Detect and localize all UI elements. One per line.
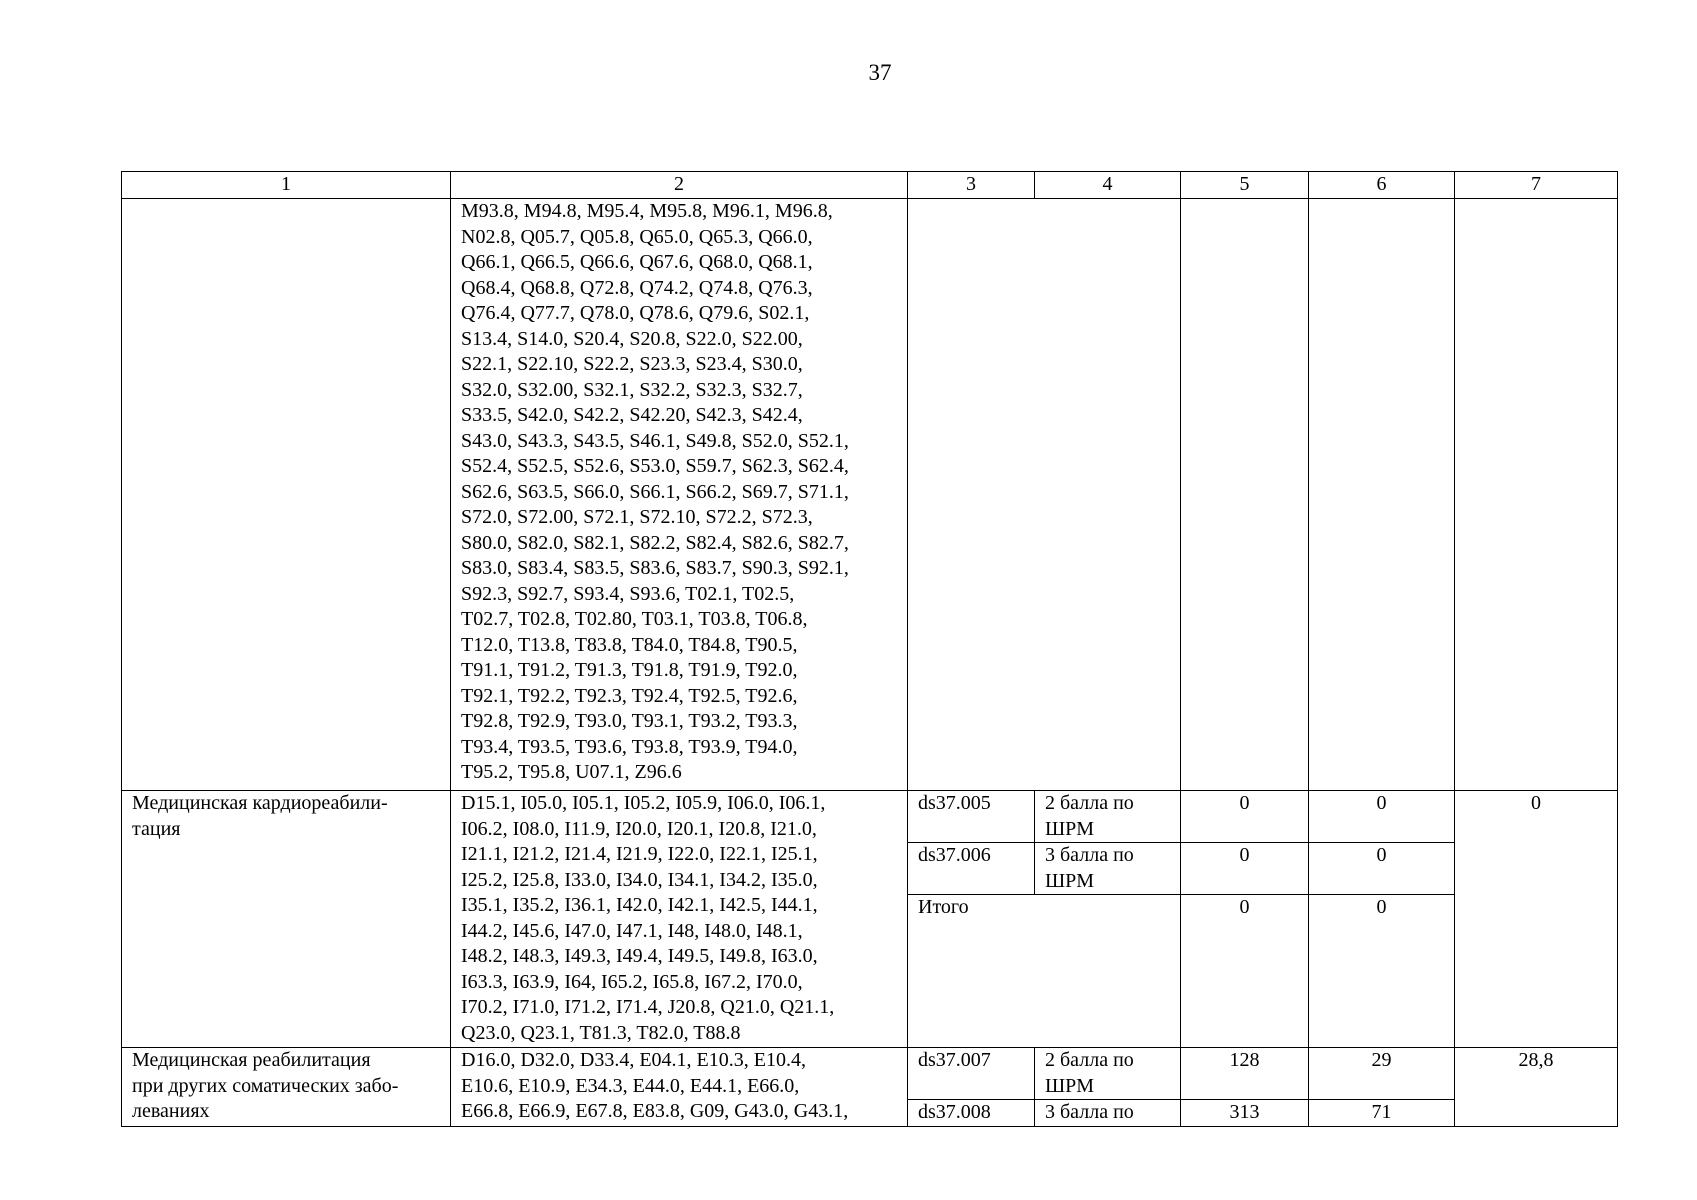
ksg-description: 3 балла по ШРМ <box>1035 843 1181 895</box>
column-number: 2 <box>451 172 908 199</box>
ksg-description: 2 балла по ШРМ <box>1035 1048 1181 1100</box>
empty-cell <box>122 199 451 791</box>
value-cell: 313 <box>1181 1100 1309 1127</box>
column-number: 7 <box>1455 172 1618 199</box>
tariff-table <box>121 171 1618 1127</box>
empty-cell <box>1455 199 1618 791</box>
profile-name: Медицинская кардиореабили- тация <box>122 791 451 1048</box>
empty-cell <box>1309 199 1455 791</box>
page-number: 37 <box>868 60 892 85</box>
ksg-code: ds37.005 <box>908 791 1035 843</box>
ksg-code: ds37.008 <box>908 1100 1035 1127</box>
empty-cell <box>908 199 1181 791</box>
value-cell: 0 <box>1455 791 1618 1048</box>
ksg-description: 2 балла по ШРМ <box>1035 791 1181 843</box>
ksg-code: ds37.007 <box>908 1048 1035 1100</box>
cardio-row-1 <box>122 791 1618 843</box>
value-cell: 0 <box>1181 895 1309 1048</box>
diagnosis-codes: D16.0, D32.0, D33.4, E04.1, E10.3, E10.4, E10.6, E10.9, E34.3, E44.0, E44.1, E66.0, E66.8, E66.9, E67.8, E83.8, G09, G43.0, G43.1, <box>451 1048 908 1127</box>
somatic-row-1 <box>122 1048 1618 1100</box>
diagnosis-codes: D15.1, I05.0, I05.1, I05.2, I05.9, I06.0, I06.1, I06.2, I08.0, I11.9, I20.0, I20.1, I20.8, I21.0, I21.1, I21.2, I21.4, I21.9, I22.0, I22.1, I25.1, I25.2, I25.8, I33.0, I34.0, I34.1, I34.2, I35.0, I35.1, I35.2, I36.1, I42.0, I42.1, I42.5, I44.1, I44.2, I45.6, I47.0, I47.1, I48, I48.0, I48.1, I48.2, I48.3, I49.3, I49.4, I49.5, I49.8, I63.0, I63.3, I63.9, I64, I65.2, I65.8, I67.2, I70.0, I70.2, I71.0, I71.2, I71.4, J20.8, Q21.0, Q21.1, Q23.0, Q23.1, T81.3, T82.0, T88.8 <box>451 791 908 1048</box>
column-number: 4 <box>1035 172 1181 199</box>
value-cell: 128 <box>1181 1048 1309 1100</box>
column-number: 5 <box>1181 172 1309 199</box>
continuation-row <box>122 199 1618 791</box>
value-cell: 0 <box>1309 791 1455 843</box>
value-cell: 0 <box>1309 895 1455 1048</box>
column-number: 1 <box>122 172 451 199</box>
value-cell: 0 <box>1181 843 1309 895</box>
ksg-code: ds37.006 <box>908 843 1035 895</box>
value-cell: 28,8 <box>1455 1048 1618 1127</box>
column-number: 3 <box>908 172 1035 199</box>
value-cell: 71 <box>1309 1100 1455 1127</box>
empty-cell <box>1181 199 1309 791</box>
value-cell: 0 <box>1309 843 1455 895</box>
diagnosis-codes: M93.8, M94.8, M95.4, M95.8, M96.1, M96.8, N02.8, Q05.7, Q05.8, Q65.0, Q65.3, Q66.0, Q66.1, Q66.5, Q66.6, Q67.6, Q68.0, Q68.1, Q68.4, Q68.8, Q72.8, Q74.2, Q74.8, Q76.3, Q76.4, Q77.7, Q78.0, Q78.6, Q79.6, S02.1, S13.4, S14.0, S20.4, S20.8, S22.0, S22.00, S22.1, S22.10, S22.2, S23.3, S23.4, S30.0, S32.0, S32.00, S32.1, S32.2, S32.3, S32.7, S33.5, S42.0, S42.2, S42.20, S42.3, S42.4, S43.0, S43.3, S43.5, S46.1, S49.8, S52.0, S52.1, S52.4, S52.5, S52.6, S53.0, S59.7, S62.3, S62.4, S62.6, S63.5, S66.0, S66.1, S66.2, S69.7, S71.1, S72.0, S72.00, S72.1, S72.10, S72.2, S72.3, S80.0, S82.0, S82.1, S82.2, S82.4, S82.6, S82.7, S83.0, S83.4, S83.5, S83.6, S83.7, S90.3, S92.1, S92.3, S92.7, S93.4, S93.6, T02.1, T02.5, T02.7, T02.8, T02.80, T03.1, T03.8, T06.8, T12.0, T13.8, T83.8, T84.0, T84.8, T90.5, T91.1, T91.2, T91.3, T91.8, T91.9, T92.0, T92.1, T92.2, T92.3, T92.4, T92.5, T92.6, T92.8, T92.9, T93.0, T93.1, T93.2, T93.3, T93.4, T93.5, T93.6, T93.8, T93.9, T94.0, T95.2, T95.8, U07.1, Z96.6 <box>451 199 908 791</box>
column-number: 6 <box>1309 172 1455 199</box>
value-cell: 0 <box>1181 791 1309 843</box>
ksg-description: 3 балла по <box>1035 1100 1181 1127</box>
column-number-row <box>122 172 1618 199</box>
total-label: Итого <box>908 895 1181 1048</box>
value-cell: 29 <box>1309 1048 1455 1100</box>
profile-name: Медицинская реабилитация при других соматических забо- леваниях <box>122 1048 451 1127</box>
